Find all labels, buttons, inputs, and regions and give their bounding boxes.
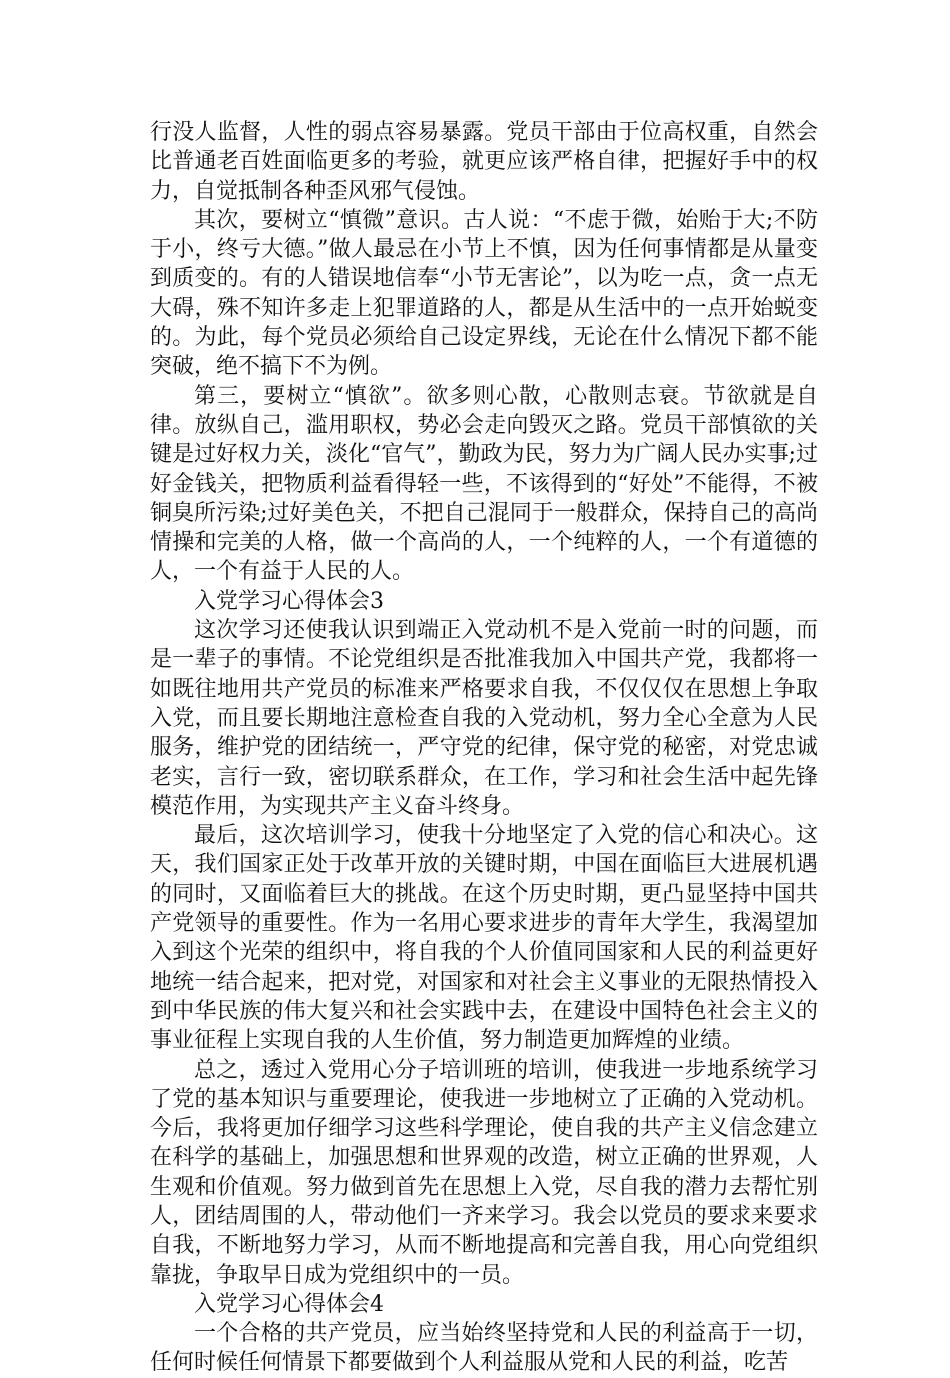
paragraph-finally: 最后，这次培训学习，使我十分地坚定了入党的信心和决心。这天，我们国家正处于改革开放的关键时期，中国在面临巨大进展机遇的同时，又面临着巨大的挑战。在这个历史时期，更凸显坚持中国共产党领导的重要性。作为一名用心要求进步的青年大学生，我渴望加入到这个光荣的组织中，将自我的个人价值同国家和人民的利益更好地统一结合起来，把对党，对国家和对社会主义事业的无限热情投入到中华民族的伟大复兴和社会实践中去，在建设中国特色社会主义的事业征程上实现自我的人生价值，努力制造更加辉煌的业绩。 (150, 823, 818, 1054)
paragraph-motive: 这次学习还使我认识到端正入党动机不是入党前一时的问题，而是一辈子的事情。不论党组织是否批准我加入中国共产党，我都将一如既往地用共产党员的标准来严格要求自我，不仅仅仅在思想上争取入党，而且要长期地注意检查自我的入党动机，努力全心全意为人民服务，维护党的团结统一，严守党的纪律，保守党的秘密，对党忠诚老实，言行一致，密切联系群众，在工作，学习和社会生活中起先锋模范作用，为实现共产主义奋斗终身。 (150, 618, 818, 819)
paragraph-summary: 总之，透过入党用心分子培训班的培训，使我进一步地系统学习了党的基本知识与重要理论，使我进一步地树立了正确的入党动机。今后，我将更加仔细学习这些科学理论，使自我的共产主义信念建立在科学的基础上，加强思想和世界观的改造，树立正确的世界观，人生观和价值观。努力做到首先在思想上入党，尽自我的潜力去帮忙别人，团结周围的人，带动他们一齐来学习。我会以党员的要求来要求自我，不断地努力学习，从而不断地提高和完善自我，用心向党组织靠拢，争取早日成为党组织中的一员。 (150, 1057, 818, 1288)
document-page (150, 118, 818, 1378)
paragraph-shenwei: 其次，要树立“慎微”意识。古人说：“不虑于微，始贻于大;不防于小，终亏大德。”做人最忌在小节上不慎，因为任何事情都是从量变到质变的。有的人错误地信奉“小节无害论”，以为吃一点，贪一点无大碍，殊不知许多走上犯罪道路的人，都是从生活中的一点开始蜕变的。为此，每个党员必须给自己设定界线，无论在什么情况下都不能突破，绝不搞下不为例。 (150, 207, 818, 380)
paragraph-shenyu: 第三，要树立“慎欲”。欲多则心散，心散则志衰。节欲就是自律。放纵自己，滥用职权，势必会走向毁灭之路。党员干部慎欲的关键是过好权力关，淡化“官气”，勤政为民，努力为广阔人民办实事;过好金钱关，把物质利益看得轻一些，不该得到的“好处”不能得，不被铜臭所污染;过好美色关，不把自己混同于一般群众，保持自己的高尚情操和完美的人格，做一个高尚的人，一个纯粹的人，一个有道德的人，一个有益于人民的人。 (150, 383, 818, 585)
paragraph-qualified-member: 一个合格的共产党员，应当始终坚持党和人民的利益高于一切，任何时候任何情景下都要做到个人利益服从党和人民的利益，吃苦 (150, 1321, 818, 1376)
paragraph-continuation: 行没人监督，人性的弱点容易暴露。党员干部由于位高权重，自然会比普通老百姓面临更多的考验，就更应该严格自律，把握好手中的权力，自觉抵制各种歪风邪气侵蚀。 (150, 120, 818, 204)
section-heading-4: 入党学习心得体会4 (194, 1291, 384, 1317)
section-heading-3: 入党学习心得体会3 (194, 588, 384, 614)
